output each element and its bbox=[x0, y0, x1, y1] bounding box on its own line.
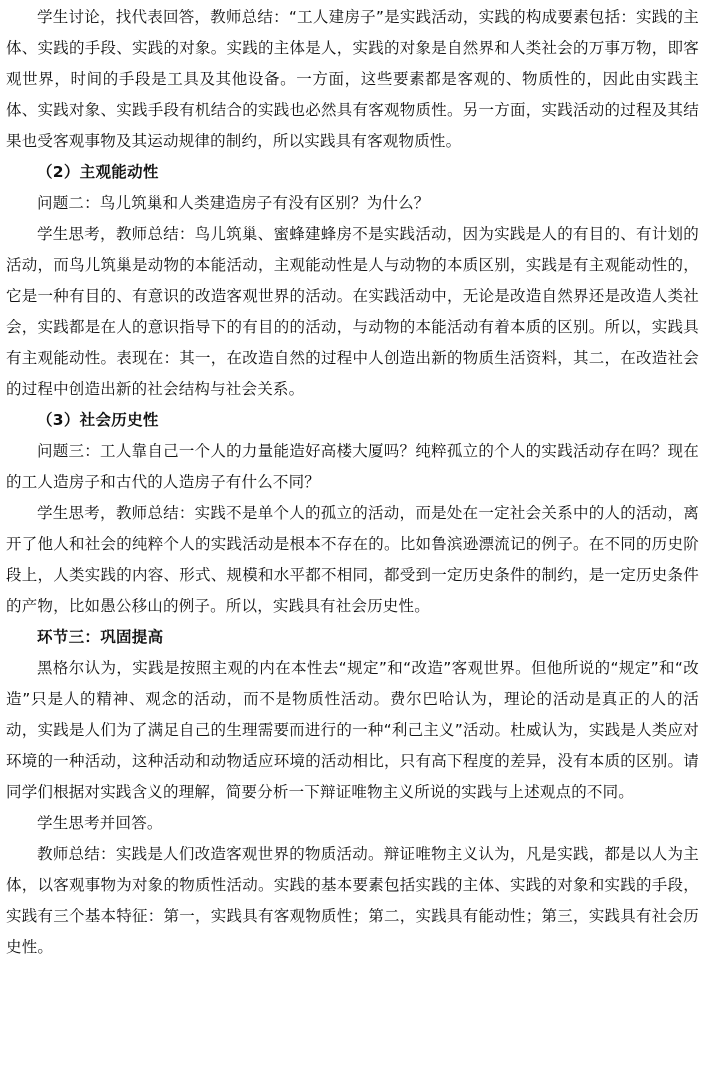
heading-social-historicity: （3）社会历史性 bbox=[37, 411, 159, 429]
paragraph-objective-materiality: 学生讨论，找代表回答，教师总结：“工人建房子”是实践活动，实践的构成要素包括：实践的主体、实践的手段、实践的对象。实践的主体是人，实践的对象是自然界和人类社会的万事万物，即客观世界，时间的手段是工具及其他设备。一方面，这些要素都是客观的、物质性的，因此由实践主体、实践对象、实践手段有机结合的实践也必然具有客观物质性。另一方面，实践活动的过程及其结果也受客观事物及其运动规律的制约，所以实践具有客观物质性。 bbox=[6, 8, 699, 150]
heading-subjective-initiative: （2）主观能动性 bbox=[37, 163, 159, 181]
question-two: 问题二：鸟儿筑巢和人类建造房子有没有区别？为什么？ bbox=[37, 194, 430, 212]
paragraph-philosophers: 黑格尔认为，实践是按照主观的内在本性去“规定”和“改造”客观世界。但他所说的“规定”和“改造”只是人的精神、观念的活动，而不是物质性活动。费尔巴哈认为，理论的活动是真正的人的活动，实践是人们为了满足自己的生理需要而进行的一种“利己主义”活动。杜威认为，实践是人类应对环境的一种活动，这种活动和动物适应环境的活动相比，只有高下程度的差异，没有本质的区别。请同学们根据对实践含义的理解，简要分析一下辩证唯物主义所说的实践与上述观点的不同。 bbox=[6, 659, 699, 801]
heading-consolidation: 环节三：巩固提高 bbox=[37, 628, 164, 646]
paragraph-social-historicity: 学生思考，教师总结：实践不是单个人的孤立的活动，而是处在一定社会关系中的人的活动，离开了他人和社会的纯粹个人的实践活动是根本不存在的。比如鲁滨逊漂流记的例子。在不同的历史阶段上，人类实践的内容、形式、规模和水平都不相同，都受到一定历史条件的制约，是一定历史条件的产物，比如愚公移山的例子。所以，实践具有社会历史性。 bbox=[6, 504, 699, 615]
question-three: 问题三：工人靠自己一个人的力量能造好高楼大厦吗？纯粹孤立的个人的实践活动存在吗？现在的工人造房子和古代的人造房子有什么不同？ bbox=[6, 442, 699, 491]
paragraph-subjective-initiative: 学生思考，教师总结：鸟儿筑巢、蜜蜂建蜂房不是实践活动，因为实践是人的有目的、有计划的活动，而鸟儿筑巢是动物的本能活动，主观能动性是人与动物的本质区别，实践是有主观能动性的，它是一种有目的、有意识的改造客观世界的活动。在实践活动中，无论是改造自然界还是改造人类社会，实践都是在人的意识指导下的有目的的活动，与动物的本能活动有着本质的区别。所以，实践具有主观能动性。表现在：其一，在改造自然的过程中人创造出新的物质生活资料，其二，在改造社会的过程中创造出新的社会结构与社会关系。 bbox=[6, 225, 699, 398]
paragraph-teacher-summary: 教师总结：实践是人们改造客观世界的物质活动。辩证唯物主义认为，凡是实践，都是以人为主体，以客观事物为对象的物质性活动。实践的基本要素包括实践的主体、实践的对象和实践的手段，实践有三个基本特征：第一，实践具有客观物质性；第二，实践具有能动性；第三，实践具有社会历史性。 bbox=[6, 845, 699, 956]
paragraph-students-answer: 学生思考并回答。 bbox=[37, 814, 163, 832]
